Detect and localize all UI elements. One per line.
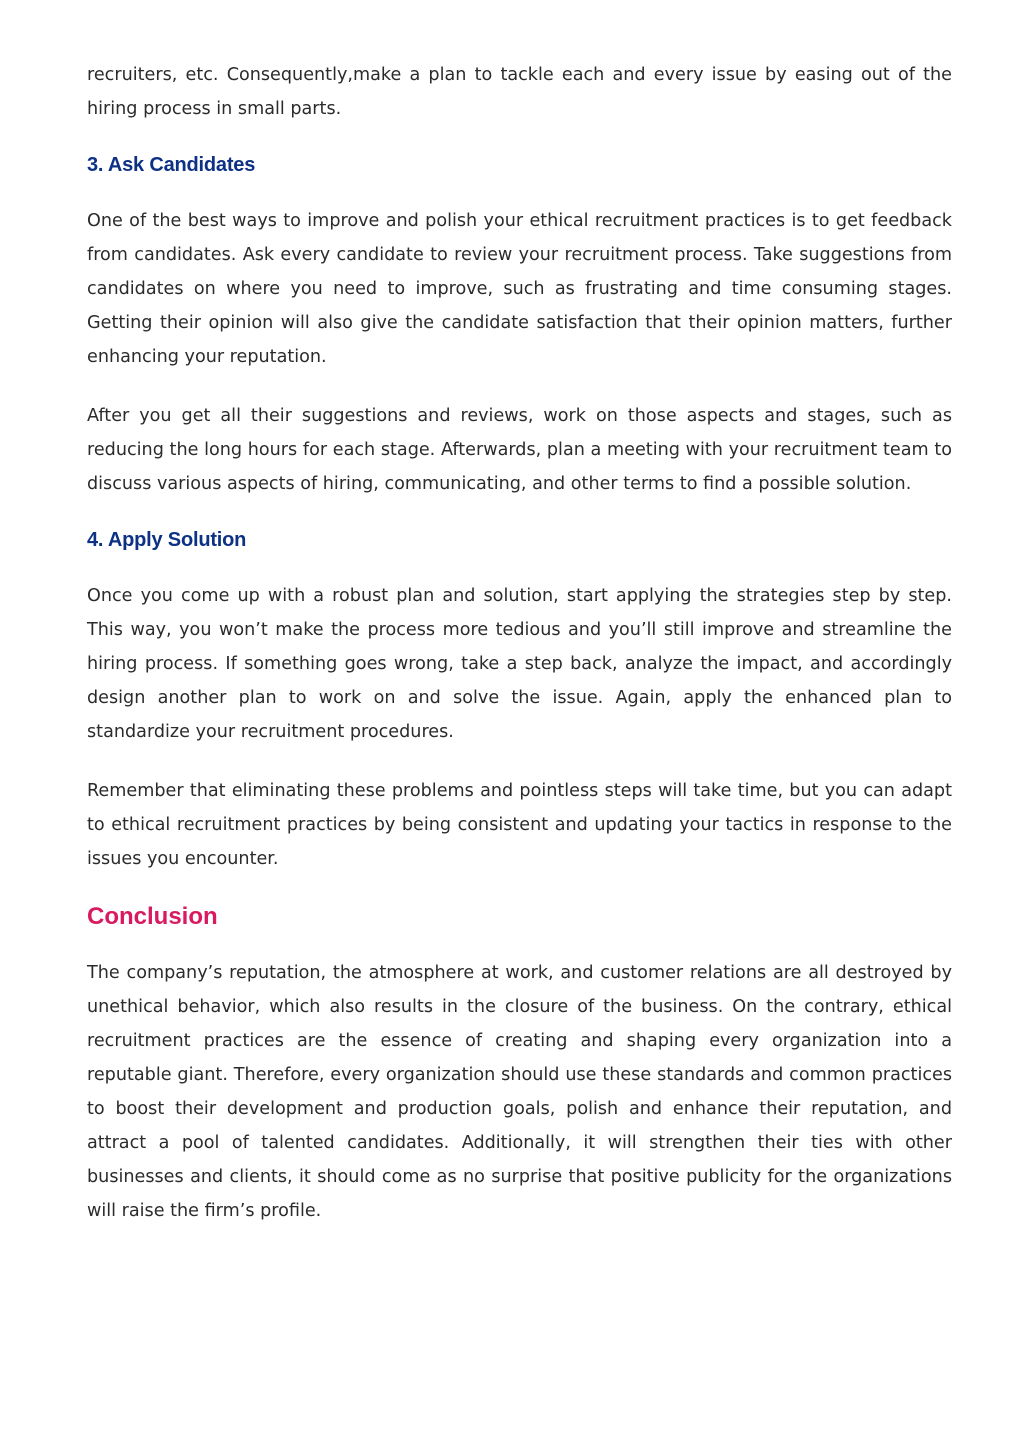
document-page [87,58,952,1253]
intro-paragraph: recruiters, etc. Consequently,make a plan to tackle each and every issue by easing out of the hiring process in small parts. [87,65,952,119]
heading-conclusion: Conclusion [87,903,218,930]
heading-apply-solution: 4. Apply Solution [87,529,247,551]
conclusion-paragraph: The company’s reputation, the atmosphere at work, and customer relations are all destroyed by unethical behavior, which also results in the closure of the business. On the contrary, ethical recruitment practices are the essence of creating and shaping every organization into a reputable giant. Therefore, every organization should use these standards and common practices to boost their development and production goals, polish and enhance their reputation, and attract a pool of talented candidates. Additionally, it will strengthen their ties with other businesses and clients, it should come as no surprise that positive publicity for the organizations will raise the firm’s profile. [87,963,952,1221]
ask-candidates-paragraph-1: One of the best ways to improve and polish your ethical recruitment practices is to get feedback from candidates. Ask every candidate to review your recruitment process. Take suggestions from candidates on where you need to improve, such as frustrating and time consuming stages. Getting their opinion will also give the candidate satisfaction that their opinion matters, further enhancing your reputation. [87,211,952,367]
heading-ask-candidates: 3. Ask Candidates [87,154,256,176]
apply-solution-paragraph-2: Remember that eliminating these problems and pointless steps will take time, but you can adapt to ethical recruitment practices by being consistent and updating your tactics in response to the issues you encounter. [87,781,952,869]
ask-candidates-paragraph-2: After you get all their suggestions and reviews, work on those aspects and stages, such as reducing the long hours for each stage. Afterwards, plan a meeting with your recruitment team to discuss various aspects of hiring, communicating, and other terms to find a possible solution. [87,406,952,494]
apply-solution-paragraph-1: Once you come up with a robust plan and solution, start applying the strategies step by step. This way, you won’t make the process more tedious and you’ll still improve and streamline the hiring process. If something goes wrong, take a step back, analyze the impact, and accordingly design another plan to work on and solve the issue. Again, apply the enhanced plan to standardize your recruitment procedures. [87,586,952,742]
